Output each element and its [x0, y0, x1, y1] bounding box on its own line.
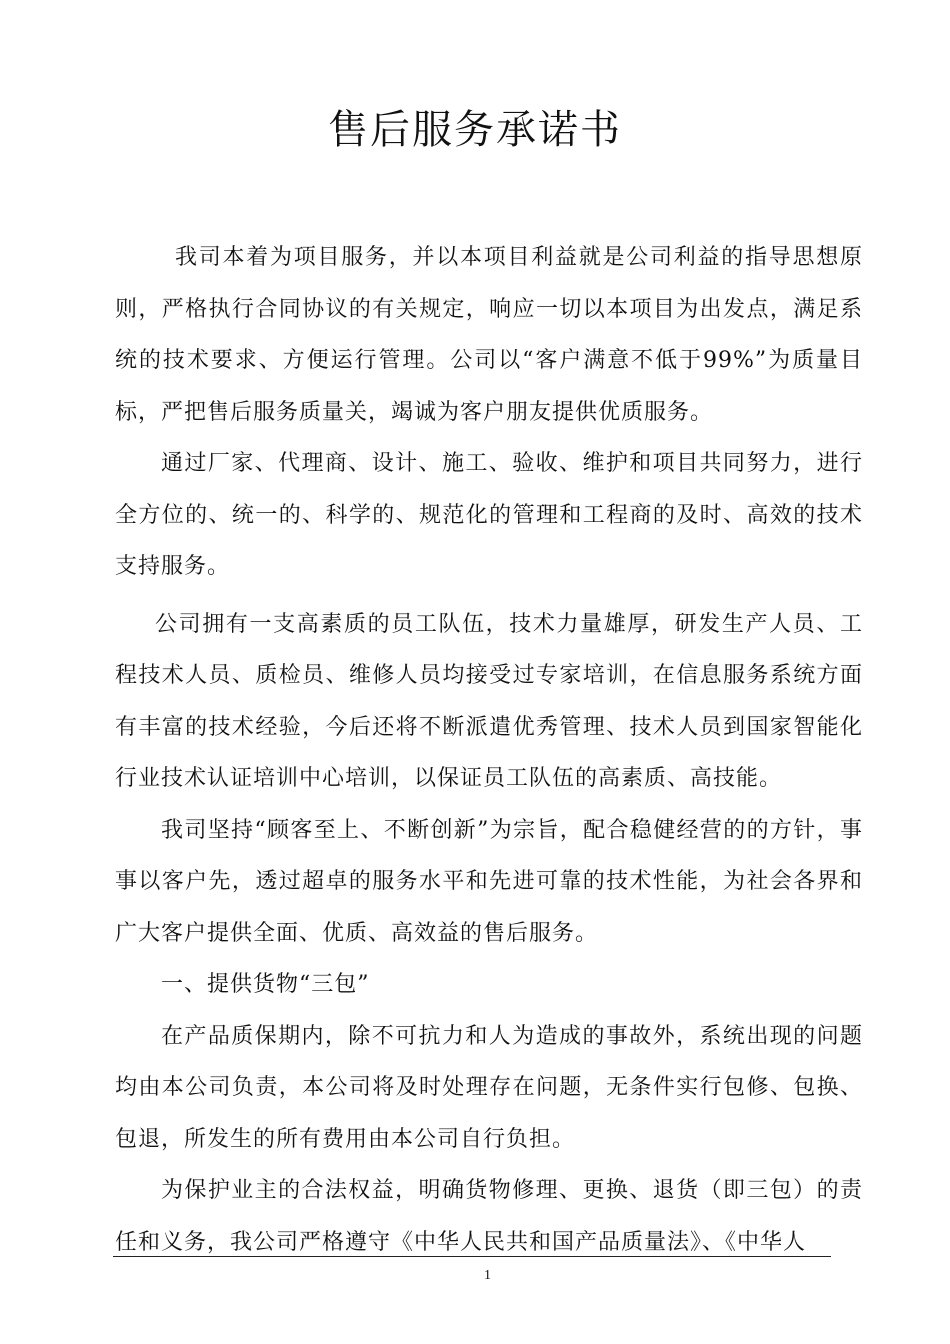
paragraph-principle: 我司坚持“顾客至上、不断创新”为宗旨，配合稳健经营的的方针，事事以客户先，透过超卓的服务水平和先进可靠的技术性能，为社会各界和广大客户提供全面、优质、高效益的售后服务。 — [115, 817, 863, 946]
paragraph-team: 公司拥有一支高素质的员工队伍，技术力量雄厚，研发生产人员、工程技术人员、质检员、维修人员均接受过专家培训，在信息服务系统方面有丰富的技术经验，今后还将不断派遣优秀管理、技术人员到国家智能化行业技术认证培训中心培训，以保证员工队伍的高素质、高技能。 — [115, 611, 863, 791]
paragraph-warranty: 在产品质保期内，除不可抗力和人为造成的事故外，系统出现的问题均由本公司负责，本公司将及时处理存在问题，无条件实行包修、包换、包退，所发生的所有费用由本公司自行负担。 — [115, 1023, 863, 1152]
page-number: 1 — [484, 1268, 491, 1283]
paragraph-rights: 为保护业主的合法权益，明确货物修理、更换、退货（即三包）的责任和义务，我公司严格遵守《中华人民共和国产品质量法》、《中华人 — [115, 1178, 863, 1255]
section-heading-three-guarantees: 一、提供货物“三包” — [161, 972, 370, 997]
page-title: 售后服务承诺书 — [328, 107, 622, 153]
document-body — [115, 232, 863, 1268]
paragraph-intro: 我司本着为项目服务，并以本项目利益就是公司利益的指导思想原则，严格执行合同协议的有关规定，响应一切以本项目为出发点，满足系统的技术要求、方便运行管理。公司以“客户满意不低于99%”为质量目标，严把售后服务质量关，竭诚为客户朋友提供优质服务。 — [115, 245, 863, 425]
paragraph-cooperation: 通过厂家、代理商、设计、施工、验收、维护和项目共同努力，进行全方位的、统一的、科学的、规范化的管理和工程商的及时、高效的技术支持服务。 — [115, 451, 863, 579]
footer-divider — [113, 1256, 831, 1257]
